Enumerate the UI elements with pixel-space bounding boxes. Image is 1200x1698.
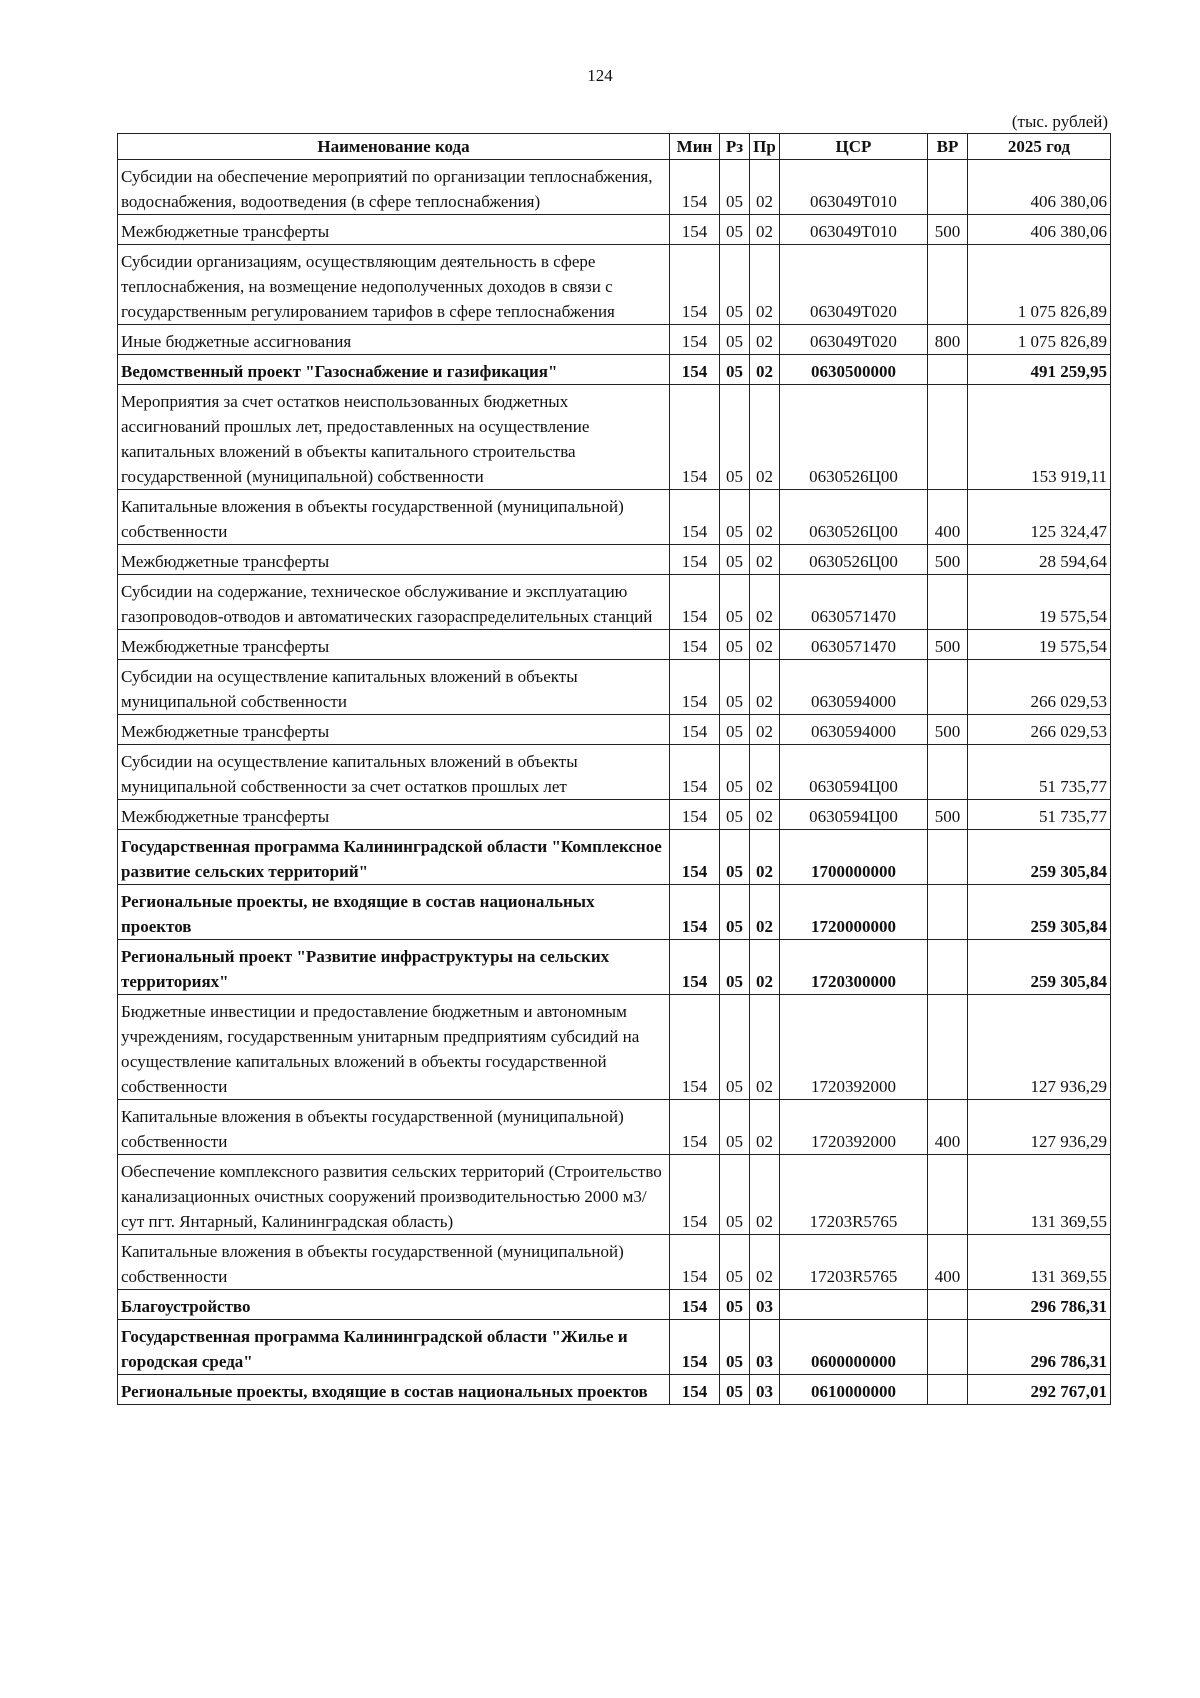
cell-amount: 491 259,95 [968,355,1111,385]
cell-name: Субсидии на осуществление капитальных вложений в объекты муниципальной собственности за счет остатков прошлых лет [118,745,670,800]
cell-pr: 02 [750,245,780,325]
table-row [118,1100,1111,1155]
cell-name: Региональные проекты, не входящие в состав национальных проектов [118,885,670,940]
cell-name: Государственная программа Калининградской области "Комплексное развитие сельских территорий" [118,830,670,885]
table-row [118,660,1111,715]
cell-rz: 05 [720,630,750,660]
cell-vr: 800 [928,325,968,355]
cell-name: Мероприятия за счет остатков неиспользованных бюджетных ассигнований прошлых лет, предоставленных на осуществление капитальных вложений в объекты капитального строительства государственной (муниципальной) собственности [118,385,670,490]
cell-min: 154 [670,630,720,660]
cell-rz: 05 [720,160,750,215]
cell-vr [928,385,968,490]
cell-pr: 02 [750,575,780,630]
cell-pr: 02 [750,385,780,490]
cell-pr: 02 [750,325,780,355]
cell-csr: 0630571470 [780,630,928,660]
table-row [118,355,1111,385]
header-pr: Пр [750,134,780,160]
cell-min: 154 [670,1155,720,1235]
cell-amount: 259 305,84 [968,830,1111,885]
cell-name: Межбюджетные трансферты [118,215,670,245]
table-row [118,715,1111,745]
header-min: Мин [670,134,720,160]
cell-amount: 19 575,54 [968,630,1111,660]
cell-min: 154 [670,995,720,1100]
cell-min: 154 [670,160,720,215]
cell-amount: 266 029,53 [968,715,1111,745]
cell-min: 154 [670,490,720,545]
cell-pr: 02 [750,800,780,830]
cell-amount: 153 919,11 [968,385,1111,490]
cell-csr: 0630526Ц00 [780,545,928,575]
cell-name: Иные бюджетные ассигнования [118,325,670,355]
cell-amount: 19 575,54 [968,575,1111,630]
cell-csr: 1700000000 [780,830,928,885]
cell-rz: 05 [720,745,750,800]
cell-rz: 05 [720,1155,750,1235]
cell-amount: 131 369,55 [968,1235,1111,1290]
cell-name: Субсидии на обеспечение мероприятий по организации теплоснабжения, водоснабжения, водоотведения (в сфере теплоснабжения) [118,160,670,215]
table-row [118,385,1111,490]
cell-amount: 28 594,64 [968,545,1111,575]
cell-rz: 05 [720,1290,750,1320]
cell-min: 154 [670,715,720,745]
cell-csr: 063049Т020 [780,325,928,355]
cell-name: Благоустройство [118,1290,670,1320]
cell-pr: 02 [750,745,780,800]
cell-pr: 02 [750,1100,780,1155]
cell-min: 154 [670,1290,720,1320]
cell-pr: 02 [750,215,780,245]
table-row [118,630,1111,660]
cell-rz: 05 [720,1100,750,1155]
cell-min: 154 [670,940,720,995]
cell-min: 154 [670,545,720,575]
cell-vr [928,575,968,630]
cell-vr: 500 [928,715,968,745]
table-row [118,940,1111,995]
header-amount: 2025 год [968,134,1111,160]
cell-min: 154 [670,355,720,385]
cell-min: 154 [670,215,720,245]
cell-amount: 406 380,06 [968,160,1111,215]
cell-rz: 05 [720,995,750,1100]
cell-csr: 0630500000 [780,355,928,385]
header-name: Наименование кода [118,134,670,160]
cell-pr: 02 [750,940,780,995]
cell-rz: 05 [720,325,750,355]
cell-pr: 02 [750,830,780,885]
cell-amount: 406 380,06 [968,215,1111,245]
cell-min: 154 [670,1235,720,1290]
cell-rz: 05 [720,1320,750,1375]
cell-amount: 266 029,53 [968,660,1111,715]
cell-rz: 05 [720,800,750,830]
cell-rz: 05 [720,1235,750,1290]
cell-pr: 02 [750,885,780,940]
cell-csr: 0610000000 [780,1375,928,1405]
table-row [118,995,1111,1100]
table-row [118,1155,1111,1235]
cell-rz: 05 [720,715,750,745]
cell-csr: 1720392000 [780,995,928,1100]
cell-rz: 05 [720,575,750,630]
cell-min: 154 [670,885,720,940]
cell-name: Капитальные вложения в объекты государственной (муниципальной) собственности [118,1235,670,1290]
cell-rz: 05 [720,1375,750,1405]
cell-name: Капитальные вложения в объекты государственной (муниципальной) собственности [118,490,670,545]
table-row [118,490,1111,545]
cell-pr: 02 [750,490,780,545]
cell-csr [780,1290,928,1320]
cell-pr: 02 [750,355,780,385]
cell-pr: 02 [750,995,780,1100]
cell-min: 154 [670,800,720,830]
table-body [118,160,1111,1405]
table-row [118,800,1111,830]
cell-vr: 500 [928,630,968,660]
cell-name: Межбюджетные трансферты [118,715,670,745]
cell-min: 154 [670,660,720,715]
cell-pr: 02 [750,160,780,215]
header-vr: ВР [928,134,968,160]
cell-csr: 0630526Ц00 [780,385,928,490]
header-csr: ЦСР [780,134,928,160]
cell-amount: 127 936,29 [968,995,1111,1100]
table-row [118,1290,1111,1320]
cell-pr: 02 [750,715,780,745]
cell-csr: 0630594000 [780,660,928,715]
cell-rz: 05 [720,490,750,545]
cell-csr: 063049Т010 [780,215,928,245]
table-row [118,1375,1111,1405]
cell-amount: 127 936,29 [968,1100,1111,1155]
cell-vr [928,1290,968,1320]
cell-vr [928,995,968,1100]
table-row [118,830,1111,885]
cell-min: 154 [670,325,720,355]
cell-min: 154 [670,1320,720,1375]
cell-csr: 063049Т020 [780,245,928,325]
cell-csr: 0630571470 [780,575,928,630]
cell-name: Обеспечение комплексного развития сельских территорий (Строительство канализационных очистных сооружений производительностью 2000 м3/сут пгт. Янтарный, Калининградская область) [118,1155,670,1235]
cell-name: Ведомственный проект "Газоснабжение и газификация" [118,355,670,385]
cell-pr: 03 [750,1375,780,1405]
cell-csr: 17203R5765 [780,1235,928,1290]
cell-rz: 05 [720,660,750,715]
cell-vr [928,830,968,885]
cell-name: Межбюджетные трансферты [118,545,670,575]
table-row [118,215,1111,245]
cell-rz: 05 [720,830,750,885]
table-row [118,160,1111,215]
cell-vr [928,245,968,325]
cell-amount: 292 767,01 [968,1375,1111,1405]
cell-amount: 296 786,31 [968,1320,1111,1375]
cell-pr: 02 [750,545,780,575]
cell-vr [928,745,968,800]
cell-amount: 259 305,84 [968,885,1111,940]
cell-amount: 1 075 826,89 [968,245,1111,325]
cell-min: 154 [670,245,720,325]
cell-csr: 1720300000 [780,940,928,995]
cell-name: Региональный проект "Развитие инфраструктуры на сельских территориях" [118,940,670,995]
cell-name: Бюджетные инвестиции и предоставление бюджетным и автономным учреждениям, государственным унитарным предприятиям субсидий на осуществление капитальных вложений в объекты государственной собственности [118,995,670,1100]
cell-pr: 03 [750,1290,780,1320]
cell-amount: 259 305,84 [968,940,1111,995]
cell-rz: 05 [720,215,750,245]
cell-vr: 500 [928,800,968,830]
cell-name: Региональные проекты, входящие в состав национальных проектов [118,1375,670,1405]
cell-min: 154 [670,1100,720,1155]
cell-vr [928,1375,968,1405]
table-row [118,545,1111,575]
units-label: (тыс. рублей) [1011,112,1108,131]
cell-vr [928,1155,968,1235]
cell-name: Межбюджетные трансферты [118,800,670,830]
cell-rz: 05 [720,245,750,325]
cell-csr: 0600000000 [780,1320,928,1375]
cell-rz: 05 [720,940,750,995]
cell-name: Капитальные вложения в объекты государственной (муниципальной) собственности [118,1100,670,1155]
table-row [118,245,1111,325]
cell-min: 154 [670,385,720,490]
page-number: 124 [587,66,613,85]
table-header-row [118,134,1111,160]
cell-min: 154 [670,745,720,800]
cell-vr: 400 [928,490,968,545]
cell-csr: 0630594000 [780,715,928,745]
cell-pr: 02 [750,660,780,715]
cell-min: 154 [670,1375,720,1405]
cell-rz: 05 [720,385,750,490]
cell-csr: 0630594Ц00 [780,745,928,800]
cell-pr: 02 [750,630,780,660]
cell-csr: 063049Т010 [780,160,928,215]
cell-csr: 1720392000 [780,1100,928,1155]
cell-csr: 1720000000 [780,885,928,940]
cell-vr: 400 [928,1100,968,1155]
cell-csr: 17203R5765 [780,1155,928,1235]
table-row [118,1320,1111,1375]
cell-pr: 03 [750,1320,780,1375]
cell-vr [928,160,968,215]
cell-rz: 05 [720,355,750,385]
table-row [118,575,1111,630]
cell-pr: 02 [750,1235,780,1290]
cell-vr [928,355,968,385]
cell-pr: 02 [750,1155,780,1235]
cell-vr: 400 [928,1235,968,1290]
cell-amount: 131 369,55 [968,1155,1111,1235]
cell-vr [928,660,968,715]
cell-name: Межбюджетные трансферты [118,630,670,660]
budget-table [117,133,1111,1405]
cell-amount: 296 786,31 [968,1290,1111,1320]
table-row [118,745,1111,800]
cell-name: Субсидии на содержание, техническое обслуживание и эксплуатацию газопроводов-отводов и автоматических газораспределительных станций [118,575,670,630]
cell-rz: 05 [720,885,750,940]
cell-vr [928,940,968,995]
cell-csr: 0630594Ц00 [780,800,928,830]
cell-name: Государственная программа Калининградской области "Жилье и городская среда" [118,1320,670,1375]
header-rz: Рз [720,134,750,160]
cell-vr: 500 [928,215,968,245]
cell-amount: 1 075 826,89 [968,325,1111,355]
cell-name: Субсидии организациям, осуществляющим деятельность в сфере теплоснабжения, на возмещение недополученных доходов в связи с государственным регулированием тарифов в сфере теплоснабжения [118,245,670,325]
cell-min: 154 [670,830,720,885]
table-row [118,1235,1111,1290]
cell-rz: 05 [720,545,750,575]
cell-name: Субсидии на осуществление капитальных вложений в объекты муниципальной собственности [118,660,670,715]
cell-amount: 125 324,47 [968,490,1111,545]
cell-csr: 0630526Ц00 [780,490,928,545]
cell-amount: 51 735,77 [968,745,1111,800]
table-row [118,325,1111,355]
cell-vr: 500 [928,545,968,575]
cell-amount: 51 735,77 [968,800,1111,830]
cell-vr [928,885,968,940]
cell-vr [928,1320,968,1375]
table-row [118,885,1111,940]
cell-min: 154 [670,575,720,630]
